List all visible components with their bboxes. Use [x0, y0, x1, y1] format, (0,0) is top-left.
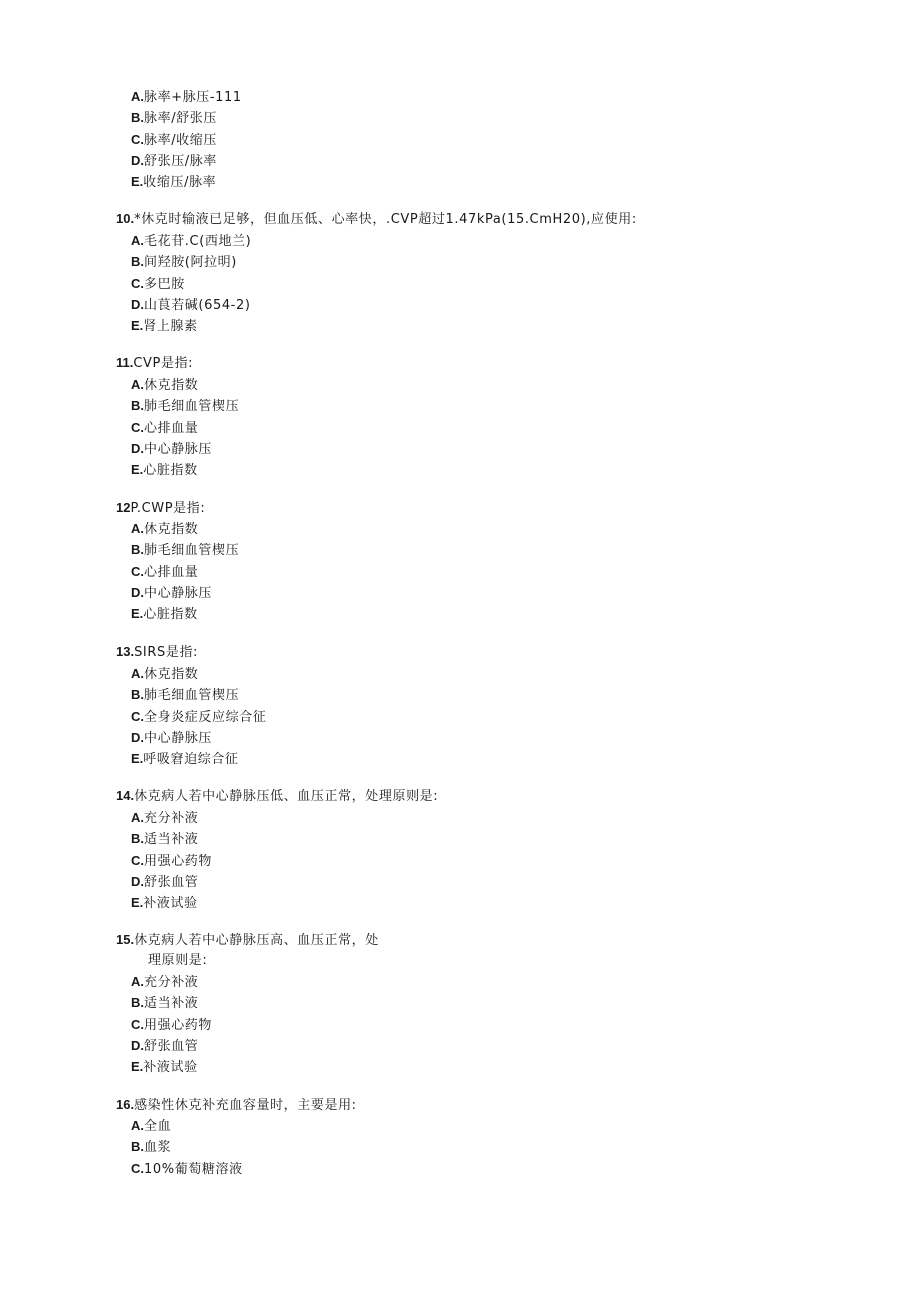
answer-option[interactable] [131, 1017, 212, 1034]
answer-option[interactable] [131, 709, 266, 726]
option-text: 脉率+脉压-111 [144, 90, 242, 105]
option-letter: B. [131, 831, 144, 846]
answer-option[interactable] [131, 666, 198, 683]
option-letter: D. [131, 1038, 144, 1053]
option-text: 多巴胺 [144, 277, 185, 292]
option-text: 全血 [144, 1119, 172, 1134]
option-text: 毛花苷.C(西地兰) [144, 234, 252, 249]
answer-option[interactable] [131, 132, 217, 149]
option-letter: B. [131, 1139, 144, 1154]
option-letter: B. [131, 398, 144, 413]
option-letter: E. [131, 606, 144, 621]
question-text: 休克病人若中心静脉压低、血压正常，处理原则是: [134, 789, 439, 804]
option-letter: C. [131, 1161, 144, 1176]
option-letter: E. [131, 1059, 144, 1074]
question-number: 15. [116, 932, 135, 947]
option-letter: D. [131, 297, 144, 312]
option-text: 心脏指数 [143, 607, 198, 622]
option-letter: D. [131, 874, 144, 889]
option-text: 呼吸窘迫综合征 [143, 752, 239, 767]
option-text: 肺毛细血管楔压 [144, 543, 240, 558]
option-letter: C. [131, 853, 144, 868]
option-text: 心脏指数 [143, 463, 198, 478]
question-stem-continuation: 理原则是: [148, 953, 208, 968]
option-letter: C. [131, 709, 144, 724]
question-stem [116, 788, 438, 805]
option-text: 血浆 [144, 1140, 172, 1155]
answer-option[interactable] [131, 606, 198, 623]
option-text: 舒张血管 [144, 875, 199, 890]
question-number: 14. [116, 788, 135, 803]
answer-option[interactable] [131, 276, 185, 293]
answer-option[interactable] [131, 542, 239, 559]
answer-option[interactable] [131, 377, 198, 394]
question-stem [116, 644, 198, 661]
option-text: 补液试验 [143, 1060, 198, 1075]
question-number: 16. [116, 1097, 135, 1112]
option-text: 山茛若碱(654-2) [144, 298, 251, 313]
answer-option[interactable] [131, 831, 198, 848]
option-text: 中心静脉压 [144, 442, 213, 457]
option-letter: D. [131, 153, 144, 168]
answer-option[interactable] [131, 1139, 171, 1156]
option-letter: A. [131, 1118, 144, 1133]
option-letter: A. [131, 377, 144, 392]
option-letter: C. [131, 132, 144, 147]
answer-option[interactable] [131, 110, 217, 127]
option-text: 用强心药物 [144, 854, 213, 869]
question-number: 11. [116, 355, 134, 370]
option-text: 中心静脉压 [144, 586, 213, 601]
question-stem [116, 1097, 357, 1114]
option-text: 肾上腺素 [143, 319, 198, 334]
question-stem [116, 211, 637, 228]
answer-option[interactable] [131, 1059, 198, 1076]
option-letter: D. [131, 441, 144, 456]
answer-option[interactable] [131, 233, 251, 250]
answer-option[interactable] [131, 318, 198, 335]
option-text: 舒张压/脉率 [144, 154, 217, 169]
question-text: P.CWP是指: [130, 501, 206, 516]
answer-option[interactable] [131, 810, 198, 827]
option-text: 休克指数 [144, 378, 199, 393]
answer-option[interactable] [131, 153, 217, 170]
option-letter: A. [131, 666, 144, 681]
option-letter: C. [131, 564, 144, 579]
answer-option[interactable] [131, 398, 239, 415]
option-letter: E. [131, 751, 144, 766]
option-text: 休克指数 [144, 667, 199, 682]
question-text: 感染性休克补充血容量时，主要是用: [134, 1098, 357, 1113]
question-stem [116, 355, 193, 372]
question-number: 13. [116, 644, 135, 659]
option-text: 适当补液 [144, 832, 199, 847]
option-letter: A. [131, 810, 144, 825]
option-text: 间羟胺(阿拉明) [144, 255, 237, 270]
option-letter: D. [131, 730, 144, 745]
option-text: 心排血量 [144, 421, 199, 436]
option-text: 用强心药物 [144, 1018, 213, 1033]
question-text: *休克时输液已足够，但血压低、心率快，.CVP超过1.47kPa(15.CmH20),应使用: [134, 212, 637, 227]
answer-option[interactable] [131, 730, 212, 747]
question-stem [116, 932, 379, 949]
option-text: 中心静脉压 [144, 731, 213, 746]
option-text: 肺毛细血管楔压 [144, 399, 240, 414]
option-letter: E. [131, 895, 144, 910]
answer-option[interactable] [131, 254, 237, 271]
option-letter: D. [131, 585, 144, 600]
answer-option[interactable] [131, 995, 198, 1012]
option-text: 补液试验 [143, 896, 198, 911]
answer-option[interactable] [131, 1161, 243, 1178]
answer-option[interactable] [131, 895, 198, 912]
question-text: 休克病人若中心静脉压高、血压正常，处 [134, 933, 379, 948]
option-text: 充分补液 [144, 975, 199, 990]
question-text: SIRS是指: [134, 645, 199, 660]
answer-option[interactable] [131, 751, 239, 768]
question-number: 12 [116, 500, 131, 515]
option-letter: B. [131, 542, 144, 557]
option-text: 收缩压/脉率 [143, 175, 217, 190]
option-letter: B. [131, 995, 144, 1010]
option-text: 舒张血管 [144, 1039, 199, 1054]
option-text: 休克指数 [144, 522, 199, 537]
option-letter: A. [131, 974, 144, 989]
option-letter: B. [131, 110, 144, 125]
question-text: CVP是指: [133, 356, 194, 371]
option-text: 全身炎症反应综合征 [144, 710, 267, 725]
answer-option[interactable] [131, 585, 212, 602]
option-letter: A. [131, 233, 144, 248]
option-letter: E. [131, 174, 144, 189]
option-letter: C. [131, 1017, 144, 1032]
answer-option[interactable] [131, 441, 212, 458]
answer-option[interactable] [131, 687, 239, 704]
option-text: 脉率/舒张压 [144, 111, 217, 126]
answer-option[interactable] [131, 1118, 171, 1135]
answer-option[interactable] [131, 521, 198, 538]
option-text: 肺毛细血管楔压 [144, 688, 240, 703]
question-stem [116, 500, 205, 517]
option-text: 充分补液 [144, 811, 199, 826]
answer-option[interactable] [131, 564, 198, 581]
answer-option[interactable] [131, 420, 198, 437]
option-letter: B. [131, 687, 144, 702]
option-letter: A. [131, 89, 144, 104]
option-text: 心排血量 [144, 565, 199, 580]
answer-option[interactable] [131, 974, 198, 991]
question-number: 10. [116, 211, 135, 226]
answer-option[interactable] [131, 853, 212, 870]
option-letter: B. [131, 254, 144, 269]
answer-option[interactable] [131, 89, 242, 106]
option-letter: E. [131, 462, 144, 477]
answer-option[interactable] [131, 1038, 198, 1055]
answer-option[interactable] [131, 462, 198, 479]
option-letter: C. [131, 420, 144, 435]
answer-option[interactable] [131, 174, 216, 191]
option-letter: A. [131, 521, 144, 536]
option-letter: C. [131, 276, 144, 291]
answer-option[interactable] [131, 297, 251, 314]
option-text: 10%葡萄糖溶液 [144, 1162, 243, 1177]
answer-option[interactable] [131, 874, 198, 891]
option-letter: E. [131, 318, 144, 333]
option-text: 脉率/收缩压 [144, 133, 217, 148]
option-text: 适当补液 [144, 996, 199, 1011]
